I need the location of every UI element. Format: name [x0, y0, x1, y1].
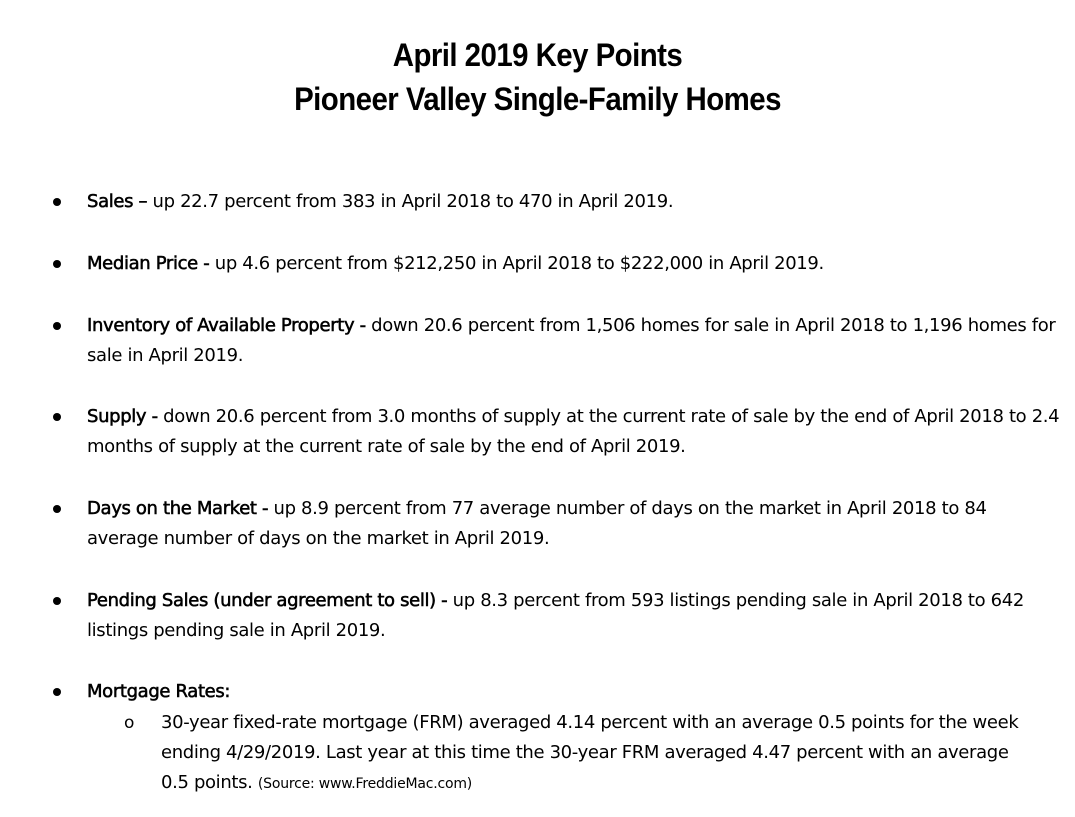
item-label: Mortgage Rates:	[87, 681, 231, 702]
bullet-icon	[53, 505, 61, 513]
item-text: down 20.6 percent from 1,506 homes for sale in April 2018 to 1,196 homes for sale in April 2019.	[87, 315, 1056, 366]
list-item-mortgage-rates	[87, 677, 1062, 707]
sub-item-30-year-frm	[124, 708, 1041, 799]
bullet-icon	[53, 688, 61, 696]
item-label: Pending Sales (under agreement to sell) -	[87, 590, 448, 611]
item-text: up 4.6 percent from $212,250 in April 2018 to $222,000 in April 2019.	[209, 253, 824, 274]
bullet-icon	[53, 198, 61, 206]
item-label: Supply -	[87, 406, 158, 427]
circle-bullet-icon: o	[124, 713, 135, 733]
item-text: up 22.7 percent from 383 in April 2018 to 470 in April 2019.	[147, 191, 674, 212]
bullet-icon	[53, 322, 61, 330]
source-note: (Source: www.FreddieMac.com)	[257, 776, 473, 792]
item-text: up 8.3 percent from 593 listings pending sale in April 2018 to 642 listings pending sale in April 2019.	[87, 590, 1024, 641]
bullet-icon	[53, 260, 61, 268]
item-text: up 8.9 percent from 77 average number of days on the market in April 2018 to 84 average number of days on the market in April 2019.	[87, 498, 987, 549]
title-block	[0, 33, 1075, 121]
list-item-days-on-market	[87, 494, 1062, 554]
item-label: Sales –	[87, 191, 148, 212]
item-text: down 20.6 percent from 3.0 months of supply at the current rate of sale by the end of April 2018 to 2.4 months of supply at the current rate of sale by the end of April 2019.	[87, 406, 1060, 457]
item-label: Median Price -	[87, 253, 210, 274]
list-item-sales	[87, 187, 1062, 217]
bullet-icon	[53, 413, 61, 421]
title-line-1: April 2019 Key Points	[392, 37, 683, 73]
title-line-2: Pioneer Valley Single-Family Homes	[294, 81, 781, 117]
list-item-median-price	[87, 249, 1062, 279]
list-item-supply	[87, 402, 1062, 462]
bullet-icon	[53, 597, 61, 605]
sub-item-text: 30-year fixed-rate mortgage (FRM) averaged 4.14 percent with an average 0.5 points for the week ending 4/29/2019. Last year at this time the 30-year FRM averaged 4.47 percent with an average 0.5 points.	[161, 712, 1019, 793]
list-item-inventory	[87, 311, 1062, 371]
item-label: Days on the Market -	[87, 498, 269, 519]
list-item-pending-sales	[87, 586, 1062, 646]
item-label: Inventory of Available Property -	[87, 315, 366, 336]
